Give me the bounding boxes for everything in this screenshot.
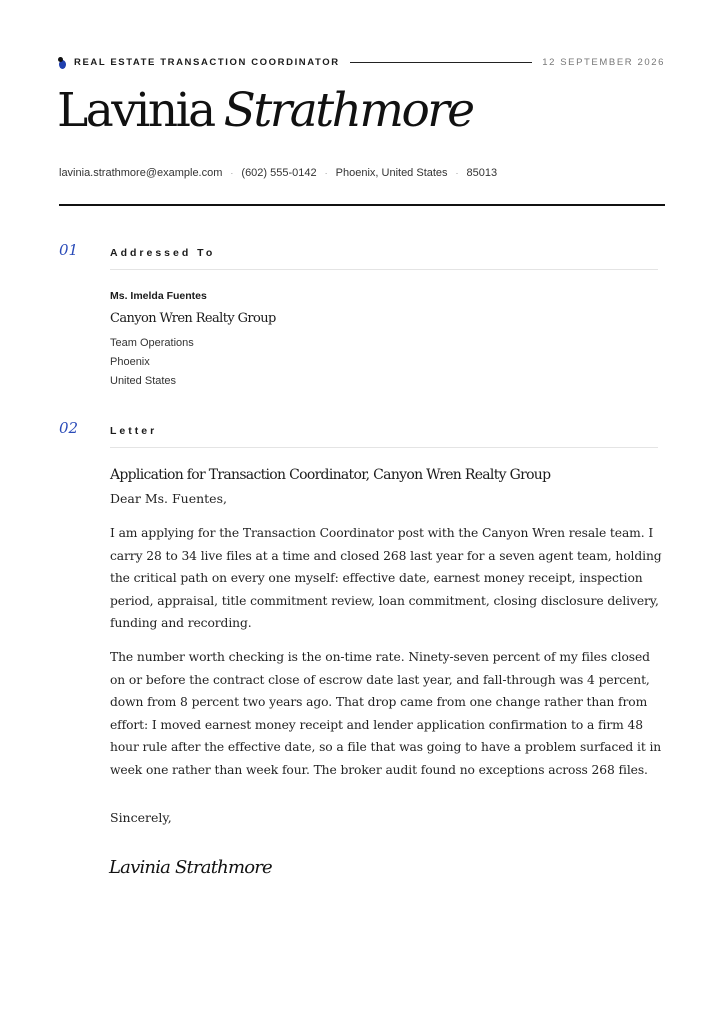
letter-paragraph: I am applying for the Transaction Coordinator post with the Canyon Wren resale team. I carry 28 to 34 live files at a time and closed 268 last year for a seven agent team, holding the critical path on every one myself: effective date, earnest money receipt, inspection period, appraisal, title commitment review, loan commitment, closing disclosure delivery, funding and recording.	[110, 526, 662, 631]
contact-separator: ·	[455, 168, 459, 178]
section-number: 01	[59, 241, 79, 259]
last-name: Strathmore	[223, 83, 473, 138]
letter-closing: Sincerely,	[110, 810, 172, 825]
header-kicker-row	[59, 55, 665, 69]
kicker-divider	[350, 62, 533, 63]
contact-line	[59, 167, 497, 179]
contact-zip: 85013	[466, 167, 498, 179]
letter-date: 12 SEPTEMBER 2026	[542, 56, 665, 68]
contact-phone[interactable]: (602) 555-0142	[241, 167, 317, 179]
section-title-letter: Letter	[110, 425, 158, 437]
section-title-addressed-to: Addressed To	[110, 247, 216, 259]
letter-salutation: Dear Ms. Fuentes,	[110, 491, 227, 506]
recipient-address-line: United States	[110, 375, 177, 387]
letter-subject: Application for Transaction Coordinator, Canyon Wren Realty Group	[110, 467, 551, 483]
first-name: Lavinia	[57, 83, 214, 138]
contact-separator: ·	[324, 168, 328, 178]
recipient-address-line: Phoenix	[110, 356, 150, 368]
section-divider	[110, 269, 658, 270]
section-number: 02	[59, 419, 79, 437]
bullet-dot-icon	[59, 60, 66, 69]
section-divider	[110, 447, 658, 448]
contact-email[interactable]: lavinia.strathmore@example.com	[59, 167, 223, 179]
applicant-name	[57, 84, 473, 138]
job-title-kicker: REAL ESTATE TRANSACTION COORDINATOR	[74, 56, 340, 68]
contact-location: Phoenix, United States	[335, 167, 448, 179]
signature: Lavinia Strathmore	[109, 857, 272, 878]
recipient-company: Canyon Wren Realty Group	[110, 311, 276, 326]
recipient-address-line: Team Operations	[110, 337, 194, 349]
letter-paragraph: The number worth checking is the on-time rate. Ninety-seven percent of my files closed on or before the contract close of escrow date last year, and fall-through was 4 percent, down from 8 percent two years ago. That drop came from one change rather than from effort: I moved earnest money receipt and lender application confirmation to a firm 48 hour rule after the effective date, so a file that was going to have a problem surfaced it in week one rather than week four. The broker audit found no exceptions across 268 files.	[110, 650, 662, 777]
recipient-name: Ms. Imelda Fuentes	[110, 290, 207, 302]
header-divider	[59, 204, 665, 206]
contact-separator: ·	[230, 168, 234, 178]
